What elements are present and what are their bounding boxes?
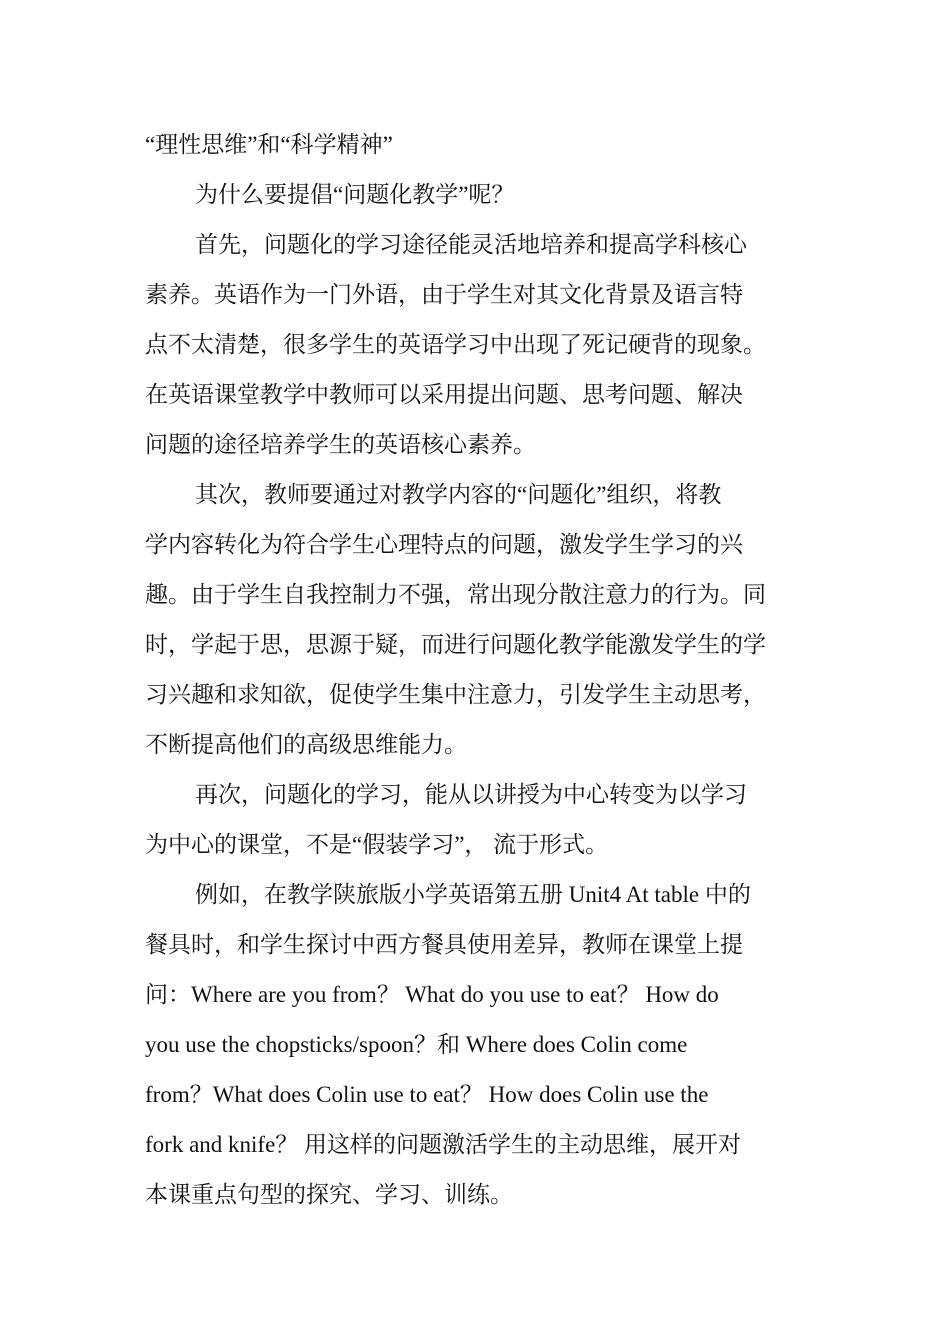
text-line: 本课重点句型的探究、学习、训练。 [145, 1182, 513, 1207]
text-line: from？What does Colin use to eat？ How does Colin use the [145, 1082, 709, 1107]
text-line: fork and knife？ 用这样的问题激活学生的主动思维，展开对 [145, 1132, 742, 1157]
text-line: 为中心的课堂，不是“假装学习”， 流于形式。 [145, 832, 609, 857]
text-line: 不断提高他们的高级思维能力。 [145, 732, 467, 757]
paragraph-first-line: 为什么要提倡“问题化教学”呢？ [195, 182, 515, 207]
text-line: 习兴趣和求知欲，促使学生集中注意力，引发学生主动思考， [145, 682, 766, 707]
text-line: 在英语课堂教学中教师可以采用提出问题、思考问题、解决 [145, 382, 743, 407]
document-body [145, 120, 817, 1220]
text-line: 学内容转化为符合学生心理特点的问题，激发学生学习的兴 [145, 532, 743, 557]
text-line: 问题的途径培养学生的英语核心素养。 [145, 432, 536, 457]
text-line: 餐具时，和学生探讨中西方餐具使用差异，教师在课堂上提 [145, 932, 743, 957]
text-line: 趣。由于学生自我控制力不强，常出现分散注意力的行为。同 [145, 582, 766, 607]
text-line: 问：Where are you from？ What do you use to eat？ How do [145, 982, 719, 1007]
text-line: 时，学起于思，思源于疑，而进行问题化教学能激发学生的学 [145, 632, 766, 657]
paragraph-first-line: 其次，教师要通过对教学内容的“问题化”组织，将教 [195, 482, 722, 507]
text-line: 点不太清楚，很多学生的英语学习中出现了死记硬背的现象。 [145, 332, 766, 357]
paragraph-first-line: 再次，问题化的学习，能从以讲授为中心转变为以学习 [195, 782, 747, 807]
text-line: you use the chopsticks/spoon？和 Where does Colin come [145, 1032, 688, 1057]
paragraph-first-line: 例如，在教学陕旅版小学英语第五册 Unit4 At table 中的 [195, 882, 751, 907]
text-line: “理性思维”和“科学精神” [145, 132, 393, 157]
text-line: 素养。英语作为一门外语，由于学生对其文化背景及语言特 [145, 282, 743, 307]
paragraph-first-line: 首先，问题化的学习途径能灵活地培养和提高学科核心 [195, 232, 747, 257]
